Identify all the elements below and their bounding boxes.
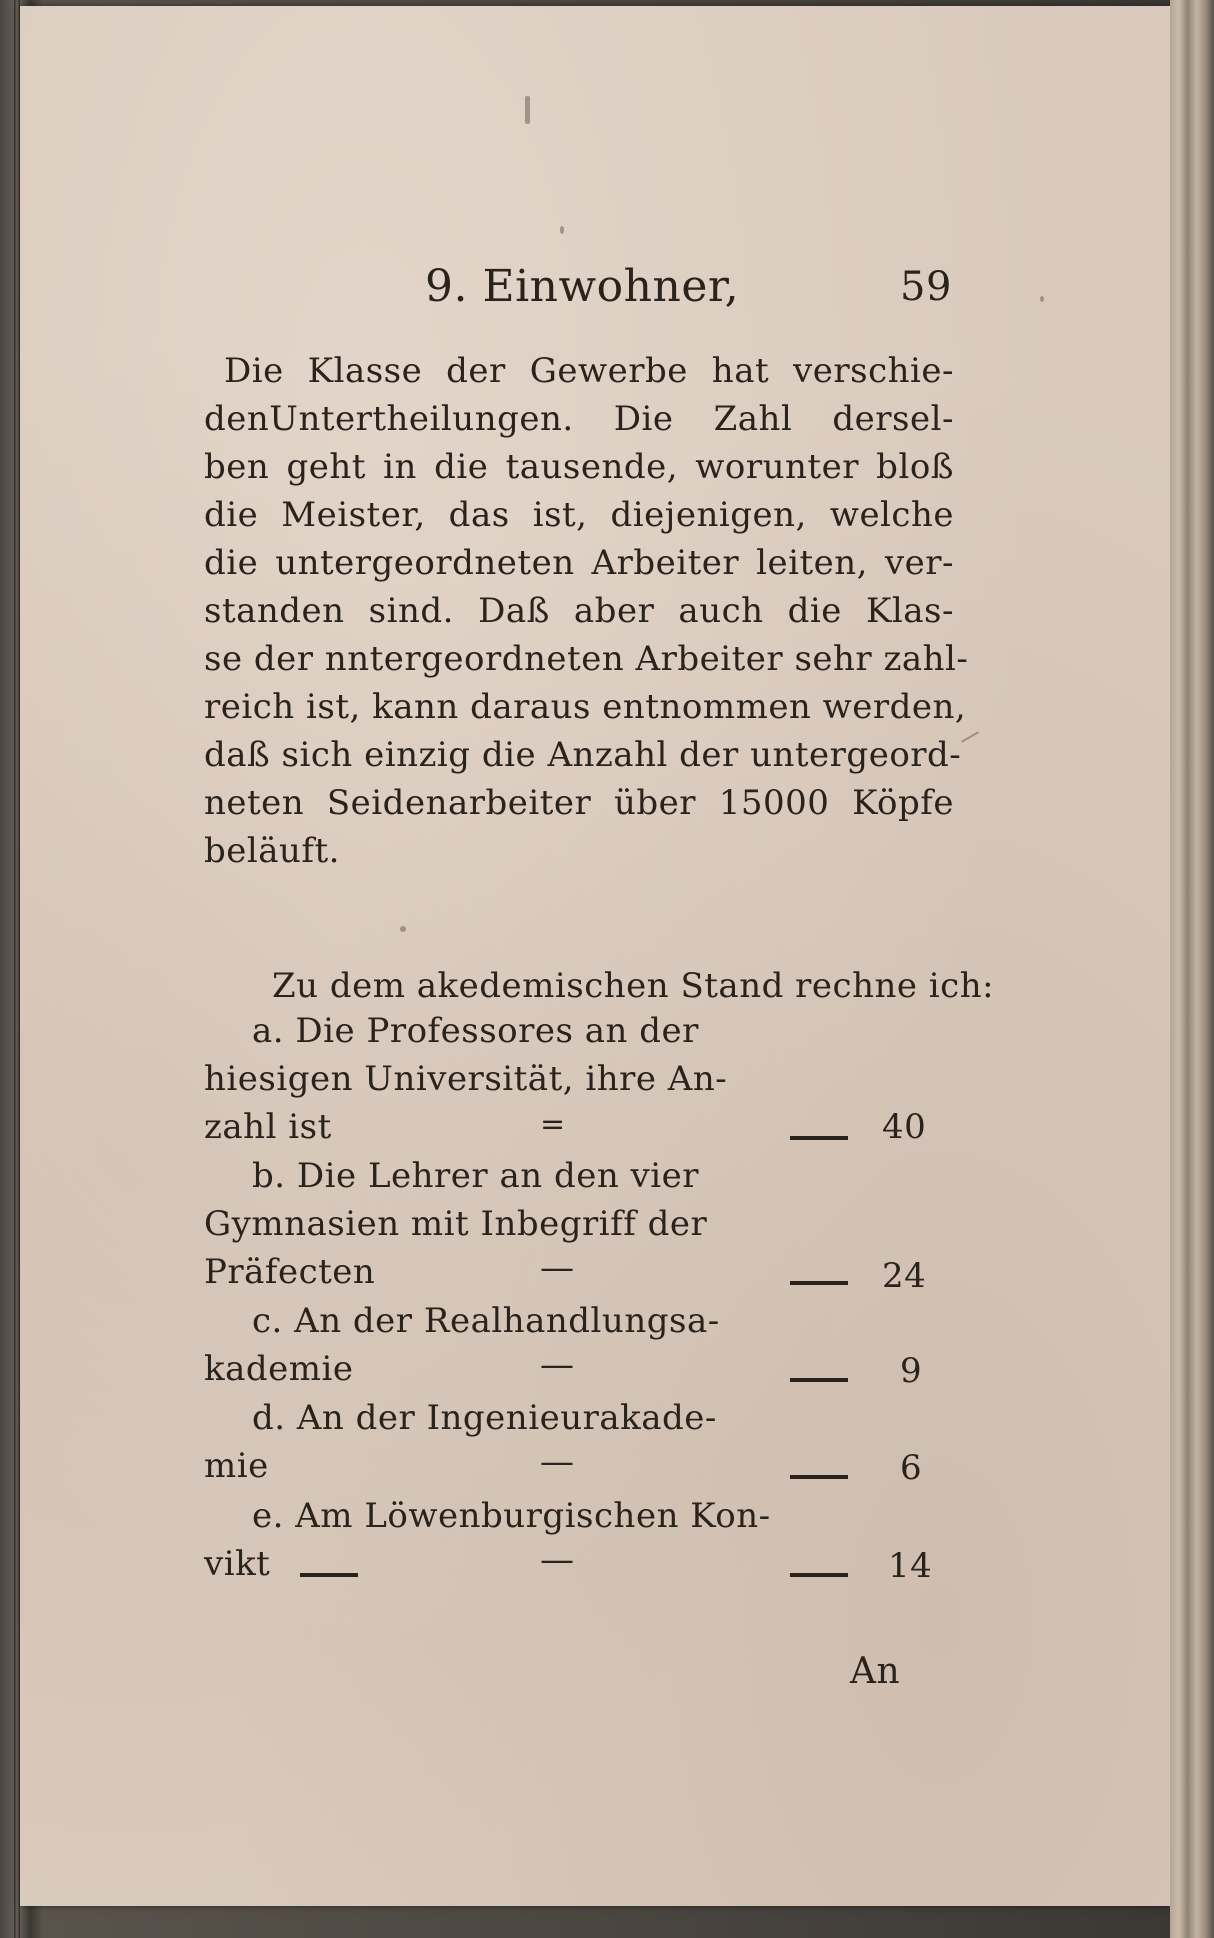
entry-c-mid-mark: — <box>540 1345 575 1385</box>
page-stack-edge <box>1170 0 1214 1938</box>
entry-b-line-1: b. Die Lehrer an den vier <box>252 1156 699 1196</box>
entry-c-line-2: kademie <box>204 1349 354 1389</box>
entry-a-line-3: zahl ist <box>204 1107 332 1147</box>
paper-speck <box>400 926 406 932</box>
paragraph-line: ben geht in die tausende, worunter bloß <box>204 447 954 487</box>
paragraph-line: die untergeordneten Arbeiter leiten, ver- <box>204 543 954 583</box>
entry-c-dash <box>790 1378 848 1382</box>
entry-a-line-2: hiesigen Universität, ihre An- <box>204 1059 728 1099</box>
entry-a-dash <box>790 1136 848 1140</box>
paragraph-line: se der nntergeordneten Arbeiter sehr zahl- <box>204 639 969 679</box>
page-number: 59 <box>900 264 952 310</box>
entry-e-mid-mark: — <box>540 1540 575 1580</box>
list-intro: Zu dem akedemischen Stand rechne ich: <box>272 966 995 1006</box>
entry-a-line-1: a. Die Professores an der <box>252 1011 699 1051</box>
paper-speck <box>525 96 530 124</box>
paragraph-line: daß sich einzig die Anzahl der untergeord- <box>204 735 962 775</box>
entry-d-line-1: d. An der Ingenieurakade- <box>252 1398 717 1438</box>
entry-e-dash <box>790 1573 848 1577</box>
paragraph-line: beläuft. <box>204 831 340 871</box>
entry-d-line-2: mie <box>204 1446 269 1486</box>
entry-d-count: 6 <box>900 1448 923 1488</box>
book-page <box>20 6 1170 1906</box>
entry-b-count: 24 <box>882 1256 927 1296</box>
paragraph-line: standen sind. Daß aber auch die Klas- <box>204 591 954 631</box>
paper-speck <box>961 731 979 743</box>
catchword: An <box>850 1651 901 1692</box>
paragraph-line: reich ist, kann daraus entnommen werden, <box>204 687 967 727</box>
entry-b-dash <box>790 1281 848 1285</box>
entry-e-line-1: e. Am Löwenburgischen Kon- <box>252 1496 771 1536</box>
entry-e-count: 14 <box>888 1546 933 1586</box>
paragraph-line: neten Seidenarbeiter über 15000 Köpfe <box>204 783 954 823</box>
entry-a-count: 40 <box>882 1107 927 1147</box>
entry-d-mid-mark: — <box>540 1442 575 1482</box>
entry-e-lead-dash <box>300 1573 358 1577</box>
paragraph-line: die Meister, das ist, diejenigen, welche <box>204 495 954 535</box>
entry-d-dash <box>790 1475 848 1479</box>
entry-b-line-3: Präfecten <box>204 1252 376 1292</box>
paragraph-line: Die Klasse der Gewerbe hat verschie- <box>224 351 954 391</box>
entry-a-mid-mark: = <box>540 1107 566 1142</box>
entry-c-line-1: c. An der Realhandlungsa- <box>252 1301 720 1341</box>
running-header: 9. Einwohner, <box>425 261 740 312</box>
entry-b-line-2: Gymnasien mit Inbegriff der <box>204 1204 708 1244</box>
paragraph-line: denUntertheilungen. Die Zahl dersel- <box>204 399 954 439</box>
entry-e-line-2: vikt <box>204 1544 271 1584</box>
paper-speck <box>560 226 564 234</box>
entry-c-count: 9 <box>900 1351 923 1391</box>
entry-b-mid-mark: — <box>540 1248 575 1288</box>
paper-speck <box>1040 296 1044 302</box>
